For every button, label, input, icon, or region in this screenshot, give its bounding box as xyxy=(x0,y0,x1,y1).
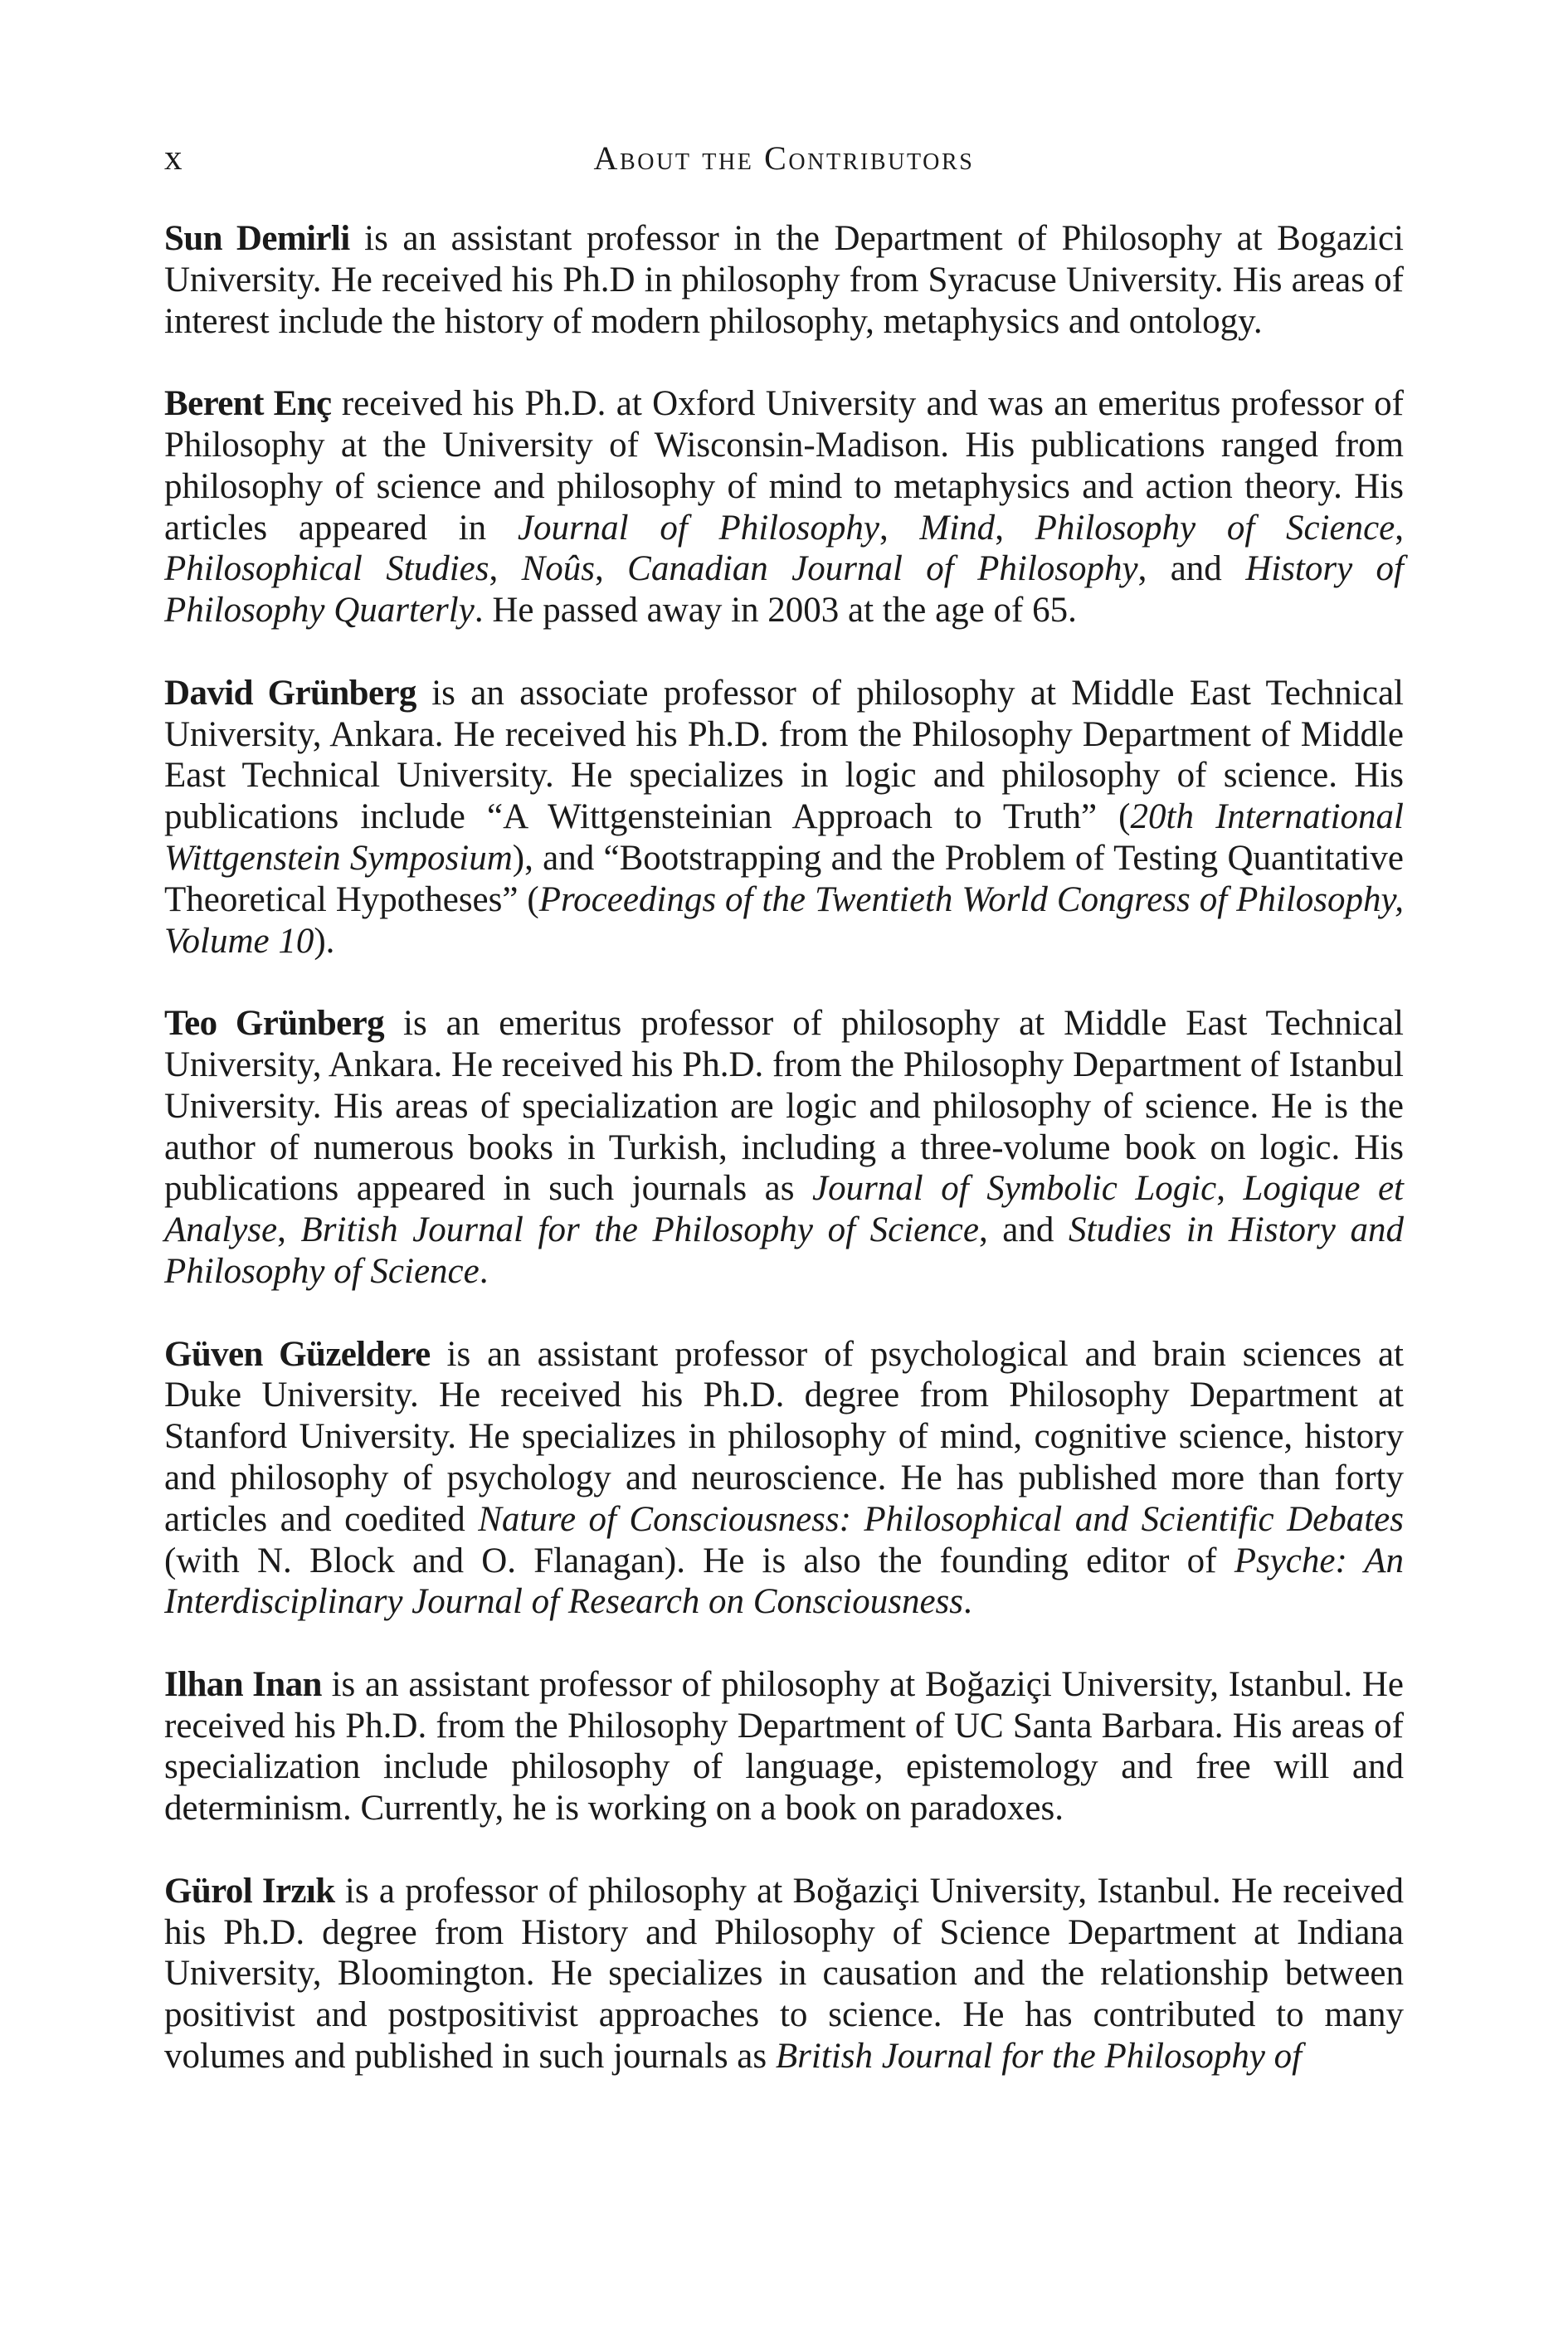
contributor-entry xyxy=(164,1664,1404,1829)
publication-title: Canadian Journal of Philosophy xyxy=(627,549,1138,589)
bio-text: , and xyxy=(1137,549,1246,589)
publication-title: Logique et Analyse xyxy=(164,1169,1404,1250)
contributor-name: Berent Enç xyxy=(164,384,332,424)
bio-text: is a professor of philosophy at Boğaziçi University, Istanbul. He received his Ph.D. degree from History and Philosophy of Science Department at Indiana University, Bloomington. He specializes in causation and the relationship between positivist and postpositivist approaches to science. He has contributed to many volumes and published in such journals as xyxy=(164,1871,1404,2077)
bio-text: (with N. Block and O. Flanagan). He is also the founding editor of xyxy=(164,1541,1234,1580)
publication-title: Mind xyxy=(919,508,996,548)
contributor-entry xyxy=(164,218,1404,342)
contributor-bio xyxy=(164,384,1404,630)
contributor-name: Güven Güzeldere xyxy=(164,1334,431,1374)
publication-title: Proceedings of the Twentieth World Congress of Philosophy, Volume 10 xyxy=(164,879,1404,961)
contributor-entry xyxy=(164,1003,1404,1293)
publication-title: British Journal for the Philosophy of xyxy=(775,2037,1303,2077)
contributor-bio xyxy=(164,1872,1404,2076)
publication-title: History of Philosophy Quarterly xyxy=(164,549,1405,631)
contributor-entry xyxy=(164,673,1404,962)
bio-text: , xyxy=(879,508,920,548)
contributor-bio xyxy=(164,674,1404,961)
publication-title: Philosophical Studies xyxy=(164,549,489,589)
bio-text: ). xyxy=(314,921,335,961)
contributor-bio xyxy=(164,1004,1404,1291)
publication-title: Psyche: An Interdisciplinary Journal of Research on Consciousness xyxy=(164,1541,1404,1622)
publication-title: Journal of Philosophy xyxy=(517,508,879,548)
bio-text: ), and “Bootstrapping and the Problem of Testing Quantitative Theoretical Hypotheses” ( xyxy=(164,838,1404,919)
running-head xyxy=(164,138,1404,179)
running-head-title: About the Contributors xyxy=(593,139,975,177)
publication-title: Noûs xyxy=(521,549,596,589)
contributor-entry xyxy=(164,1334,1404,1624)
bio-text: is an assistant professor of philosophy at Boğaziçi University, Istanbul. He received his Ph.D. from the Philosophy Department of UC Santa Barbara. His areas of specialization include philosophy of language, epistemology and free will and determinism. Currently, he is working on a book on paradoxes. xyxy=(164,1664,1404,1829)
contributor-entry xyxy=(164,1871,1404,2077)
bio-text: , xyxy=(1216,1169,1244,1209)
bio-text: received his Ph.D. at Oxford University and was an emeritus professor of Philosophy at the University of Wisconsin-Madison. His publications ranged from philosophy of science and philosophy of mind to metaphysics and action theory. His articles appeared in xyxy=(164,384,1405,548)
contributor-name: David Grünberg xyxy=(164,673,416,713)
bio-text: , and xyxy=(978,1210,1069,1250)
contributor-name: Sun Demirli xyxy=(164,219,350,258)
publication-title: Journal of Symbolic Logic xyxy=(811,1169,1217,1209)
bio-text: . xyxy=(963,1582,972,1622)
contributor-name: Ilhan Inan xyxy=(164,1664,322,1704)
bio-text: is an assistant professor in the Department of Philosophy at Bogazici University. He received his Ph.D in philosophy from Syracuse University. His areas of interest include the history of modern philosophy, metaphysics and ontology. xyxy=(164,219,1405,341)
contributor-name: Gürol Irzık xyxy=(164,1871,335,1911)
publication-title: British Journal for the Philosophy of Science xyxy=(300,1210,979,1250)
bio-text: , xyxy=(1395,508,1405,548)
contributor-bio xyxy=(164,1665,1404,1828)
publication-title: Studies in History and Philosophy of Science xyxy=(164,1210,1404,1291)
bio-text: . xyxy=(479,1251,489,1291)
publication-title: Philosophy of Science xyxy=(1035,508,1395,548)
bio-text: is an associate professor of philosophy at Middle East Technical University, Ankara. He received his Ph.D. from the Philosophy Department of Middle East Technical University. He specializes in logic and philosophy of science. His publications include “A Wittgensteinian Approach to Truth” ( xyxy=(164,673,1404,837)
contributor-name: Teo Grünberg xyxy=(164,1004,385,1044)
bio-text: , xyxy=(595,549,628,589)
bio-text: , xyxy=(995,508,1035,548)
publication-title: Nature of Consciousness: Philosophical and Scientific Debates xyxy=(478,1499,1404,1539)
contributor-bio xyxy=(164,1335,1404,1622)
bio-text: is an emeritus professor of philosophy at Middle East Technical University, Ankara. He received his Ph.D. from the Philosophy Department of Istanbul University. His areas of specialization are logic and philosophy of science. He is the author of numerous books in Turkish, including a three-volume book on logic. His publications appeared in such journals as xyxy=(164,1004,1404,1209)
contributor-bio xyxy=(164,219,1404,341)
bio-text: . He passed away in 2003 at the age of 65. xyxy=(474,591,1077,631)
contributor-entry xyxy=(164,383,1404,631)
contributors-list xyxy=(164,218,1404,2077)
bio-text: is an assistant professor of psychological and brain sciences at Duke University. He received his Ph.D. degree from Philosophy Department at Stanford University. He specializes in philosophy of mind, cognitive science, history and philosophy of psychology and neuroscience. He has published more than forty articles and coedited xyxy=(164,1334,1404,1539)
page-number: x xyxy=(164,139,183,178)
bio-text: , xyxy=(277,1210,301,1250)
publication-title: 20th International Wittgenstein Symposium xyxy=(164,797,1405,878)
bio-text: , xyxy=(489,549,522,589)
